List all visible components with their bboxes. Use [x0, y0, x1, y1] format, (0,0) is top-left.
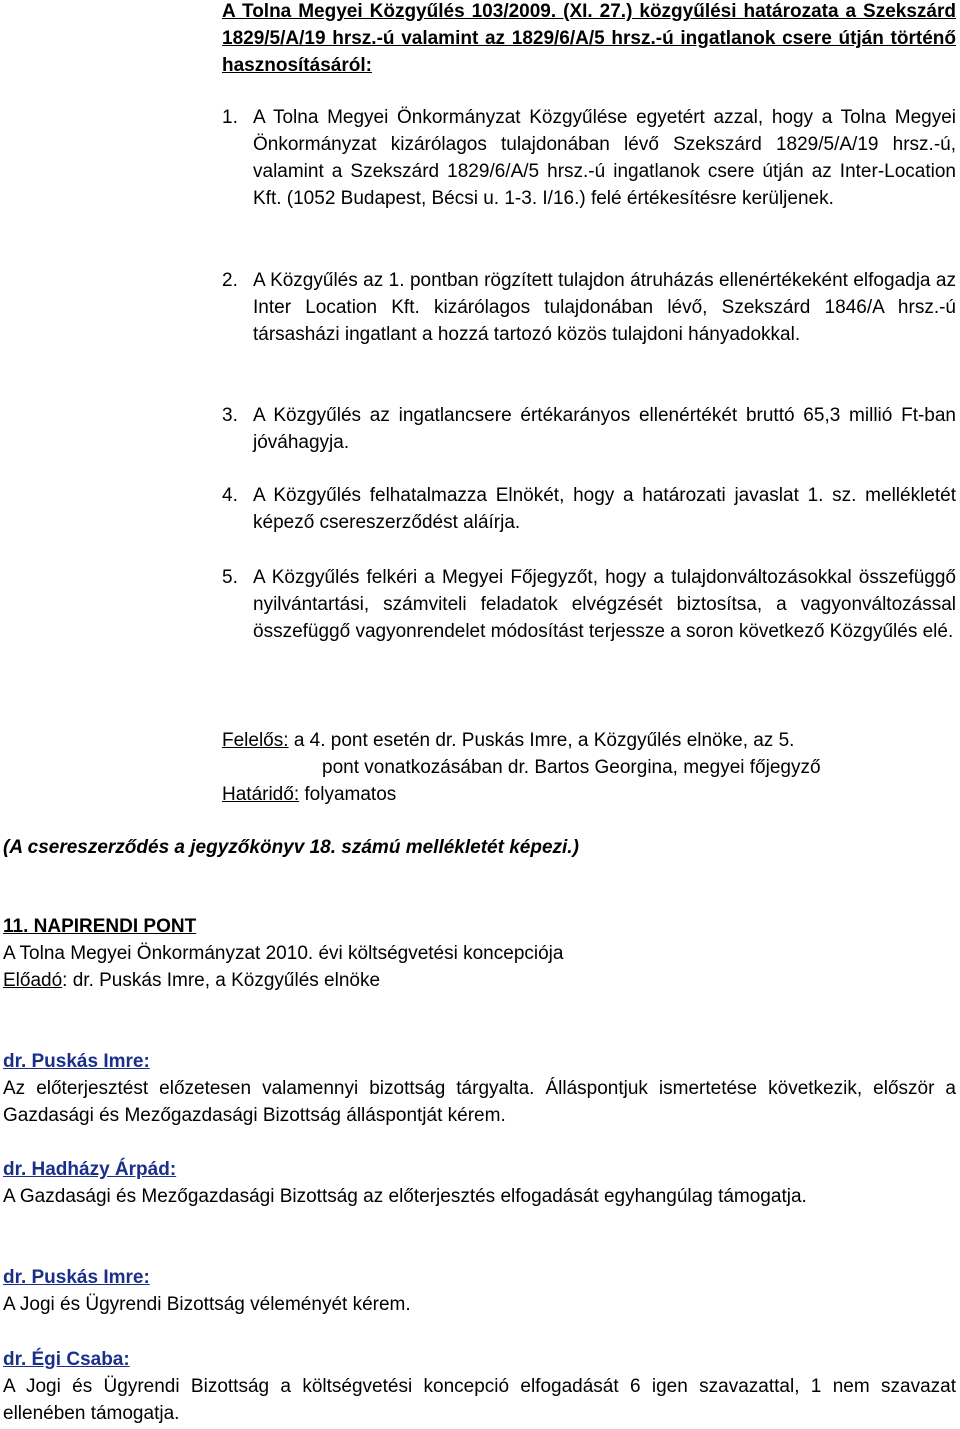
- item-text: A Tolna Megyei Önkormányzat Közgyűlése egyetért azzal, hogy a Tolna Megyei Önkormányzat kizárólagos tulajdonában lévő Szekszárd 1829/5/A/19 hrsz.-ú, valamint a Szekszárd 1829/6/A/5 hrsz.-ú ingatlanok csere útján az Inter-Location Kft. (1052 Budapest, Bécsi u. 1-3. I/16.) felé értékesítésre kerüljenek.: [253, 107, 956, 209]
- responsible-line: [222, 727, 956, 754]
- resolution-item-5: [222, 564, 956, 645]
- speech-1: [3, 1048, 956, 1129]
- resolution-item-3: [222, 402, 956, 456]
- item-number: 2.: [222, 270, 238, 291]
- speaker-name: dr. Égi Csaba:: [3, 1349, 130, 1370]
- presenter-value: : dr. Puskás Imre, a Közgyűlés elnöke: [62, 970, 381, 991]
- item-number: 5.: [222, 567, 238, 588]
- speaker-name: dr. Puskás Imre:: [3, 1267, 150, 1288]
- responsible-continuation: pont vonatkozásában dr. Bartos Georgina, megyei főjegyző: [322, 757, 821, 778]
- speech-2: [3, 1156, 956, 1210]
- responsible-value: a 4. pont esetén dr. Puskás Imre, a Közgyűlés elnöke, az 5.: [293, 730, 795, 751]
- resolution-item-4: [222, 482, 956, 536]
- speech-4: [3, 1346, 956, 1427]
- speech-text: A Gazdasági és Mezőgazdasági Bizottság az előterjesztés elfogadását egyhangúlag támogatja.: [3, 1186, 807, 1207]
- item-text: A Közgyűlés az ingatlancsere értékarányos ellenértékét bruttó 65,3 millió Ft-ban jóváhagyja.: [253, 405, 956, 453]
- agenda-block: [3, 913, 953, 994]
- speaker-name: dr. Hadházy Árpád:: [3, 1159, 177, 1180]
- agenda-subject: A Tolna Megyei Önkormányzat 2010. évi költségvetési koncepciója: [3, 943, 564, 964]
- speech-text: Az előterjesztést előzetesen valamennyi bizottság tárgyalta. Álláspontjuk ismertetése következik, először a Gazdasági és Mezőgazdasági Bizottság álláspontját kérem.: [3, 1078, 956, 1126]
- item-text: A Közgyűlés felkéri a Megyei Főjegyzőt, hogy a tulajdonváltozásokkal összefüggő nyilvántartási, számviteli feladatok elvégzését biztosítsa, a vagyonváltozással összefüggő vagyonrendelet módosítást terjessze a soron következő Közgyűlés elé.: [253, 567, 956, 642]
- item-number: 3.: [222, 405, 238, 426]
- item-text: A Közgyűlés felhatalmazza Elnökét, hogy a határozati javaslat 1. sz. mellékletét képező csereszerződést aláírja.: [253, 485, 956, 533]
- item-number: 1.: [222, 107, 238, 128]
- resolution-item-2: [222, 267, 956, 348]
- deadline-line: [222, 781, 956, 808]
- speech-text: A Jogi és Ügyrendi Bizottság a költségvetési koncepció elfogadását 6 igen szavazattal, 1 nem szavazat ellenében támogatja.: [3, 1376, 956, 1424]
- responsible-block: [222, 727, 956, 808]
- agenda-presenter: [3, 967, 953, 994]
- resolution-title: A Tolna Megyei Közgyűlés 103/2009. (XI. 27.) közgyűlési határozata a Szekszárd 1829/5/A/19 hrsz.-ú valamint az 1829/6/A/5 hrsz.-ú ingatlanok csere útján történő hasznosításáról:: [222, 1, 956, 76]
- resolution-item-1: [222, 104, 956, 212]
- presenter-label: Előadó: [3, 970, 63, 991]
- responsible-label: Felelős:: [222, 730, 289, 751]
- item-number: 4.: [222, 485, 238, 506]
- speech-text: A Jogi és Ügyrendi Bizottság véleményét kérem.: [3, 1294, 411, 1315]
- deadline-label: Határidő:: [222, 784, 300, 805]
- speech-3: [3, 1264, 956, 1318]
- annex-note: (A csereszerződés a jegyzőkönyv 18. számú mellékletét képezi.): [3, 837, 579, 858]
- speaker-name: dr. Puskás Imre:: [3, 1051, 150, 1072]
- item-text: A Közgyűlés az 1. pontban rögzített tulajdon átruházás ellenértékeként elfogadja az Inter Location Kft. kizárólagos tulajdonában lévő, Szekszárd 1846/A hrsz.-ú társasházi ingatlant a hozzá tartozó közös tulajdoni hányadokkal.: [253, 270, 956, 345]
- agenda-title: 11. NAPIRENDI PONT: [3, 916, 197, 937]
- deadline-value: folyamatos: [304, 784, 397, 805]
